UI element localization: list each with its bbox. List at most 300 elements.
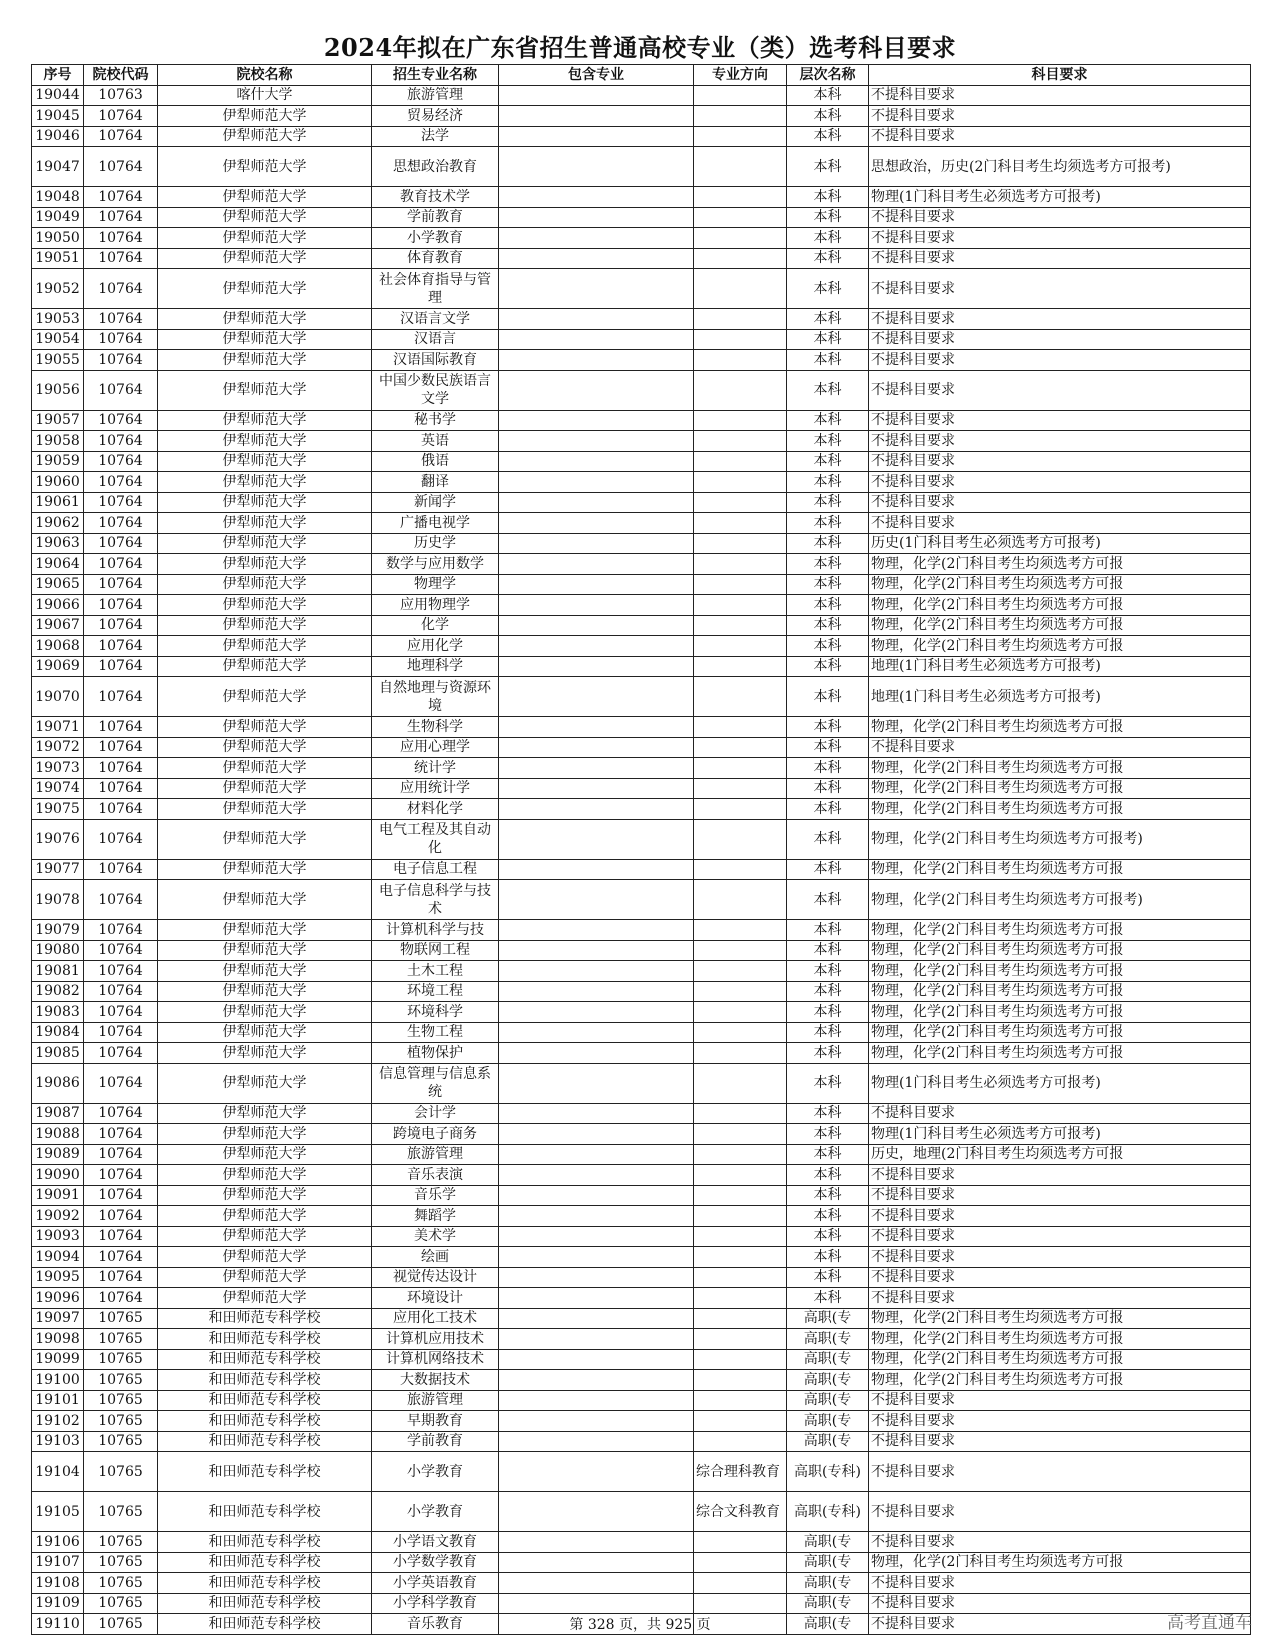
cell-major-name: 环境科学: [372, 1002, 499, 1023]
cell-level: 本科: [787, 554, 869, 575]
cell-serial: 19103: [32, 1431, 84, 1452]
cell-level: 本科: [787, 961, 869, 982]
table-row: [32, 961, 1251, 982]
cell-school-name: 伊犁师范大学: [158, 513, 372, 534]
cell-school-name: 伊犁师范大学: [158, 350, 372, 371]
cell-major-direction: [694, 737, 787, 758]
cell-major-direction: [694, 615, 787, 636]
cell-school-code: 10764: [84, 1063, 158, 1103]
cell-included-majors: [499, 1144, 694, 1165]
cell-school-name: 伊犁师范大学: [158, 1043, 372, 1064]
cell-major-direction: [694, 248, 787, 269]
cell-major-name: 电气工程及其自动化: [372, 819, 499, 859]
cell-school-code: 10764: [84, 778, 158, 799]
cell-level: 本科: [787, 574, 869, 595]
table-row: [32, 1226, 1251, 1247]
cell-subject-requirement: 物理，化学(2门科目考生均须选考方可报: [869, 1370, 1251, 1391]
cell-serial: 19071: [32, 717, 84, 738]
cell-school-name: 伊犁师范大学: [158, 269, 372, 309]
cell-subject-requirement: 不提科目要求: [869, 269, 1251, 309]
table-row: [32, 1390, 1251, 1411]
cell-subject-requirement: 不提科目要求: [869, 737, 1251, 758]
cell-major-direction: [694, 513, 787, 534]
cell-serial: 19094: [32, 1247, 84, 1268]
cell-subject-requirement: 不提科目要求: [869, 410, 1251, 431]
cell-school-name: 伊犁师范大学: [158, 677, 372, 717]
cell-included-majors: [499, 819, 694, 859]
cell-subject-requirement: 地理(1门科目考生必须选考方可报考): [869, 677, 1251, 717]
cell-serial: 19053: [32, 309, 84, 330]
cell-major-direction: [694, 533, 787, 554]
cell-included-majors: [499, 677, 694, 717]
table-row: [32, 1185, 1251, 1206]
cell-level: 高职(专科): [787, 1492, 869, 1532]
cell-major-direction: [694, 187, 787, 208]
cell-major-name: 跨境电子商务: [372, 1124, 499, 1145]
cell-subject-requirement: 物理，化学(2门科目考生均须选考方可报: [869, 595, 1251, 616]
cell-major-direction: [694, 1206, 787, 1227]
cell-major-name: 舞蹈学: [372, 1206, 499, 1227]
cell-school-name: 伊犁师范大学: [158, 1144, 372, 1165]
cell-subject-requirement: 物理，化学(2门科目考生均须选考方可报: [869, 615, 1251, 636]
cell-level: 本科: [787, 1226, 869, 1247]
cell-serial: 19055: [32, 350, 84, 371]
cell-subject-requirement: 物理，化学(2门科目考生均须选考方可报: [869, 1552, 1251, 1573]
table-row: [32, 981, 1251, 1002]
table-header-row: [32, 65, 1251, 86]
cell-school-code: 10764: [84, 187, 158, 208]
cell-serial: 19077: [32, 859, 84, 880]
cell-level: 本科: [787, 126, 869, 147]
cell-serial: 19058: [32, 431, 84, 452]
cell-serial: 19108: [32, 1573, 84, 1594]
cell-level: 本科: [787, 187, 869, 208]
cell-school-name: 伊犁师范大学: [158, 1247, 372, 1268]
cell-school-code: 10764: [84, 350, 158, 371]
cell-serial: 19078: [32, 880, 84, 920]
cell-included-majors: [499, 717, 694, 738]
cell-major-direction: [694, 85, 787, 106]
cell-level: 本科: [787, 920, 869, 941]
cell-major-name: 大数据技术: [372, 1370, 499, 1391]
cell-included-majors: [499, 1492, 694, 1532]
cell-subject-requirement: 不提科目要求: [869, 1103, 1251, 1124]
table-row: [32, 1411, 1251, 1432]
table-row: [32, 758, 1251, 779]
cell-serial: 19102: [32, 1411, 84, 1432]
table-row: [32, 207, 1251, 228]
table-row: [32, 350, 1251, 371]
cell-school-name: 伊犁师范大学: [158, 1022, 372, 1043]
cell-serial: 19070: [32, 677, 84, 717]
cell-school-code: 10764: [84, 147, 158, 187]
table-row: [32, 1532, 1251, 1553]
cell-major-name: 中国少数民族语言文学: [372, 370, 499, 410]
cell-major-name: 小学科学教育: [372, 1593, 499, 1614]
cell-major-direction: [694, 1124, 787, 1145]
cell-level: 本科: [787, 492, 869, 513]
column-header: 专业方向: [694, 65, 787, 86]
cell-included-majors: [499, 574, 694, 595]
cell-subject-requirement: 物理，化学(2门科目考生均须选考方可报: [869, 940, 1251, 961]
cell-major-name: 土木工程: [372, 961, 499, 982]
cell-school-code: 10765: [84, 1532, 158, 1553]
cell-major-direction: [694, 126, 787, 147]
cell-level: 本科: [787, 636, 869, 657]
cell-subject-requirement: 不提科目要求: [869, 1431, 1251, 1452]
cell-major-direction: [694, 1043, 787, 1064]
cell-school-name: 伊犁师范大学: [158, 656, 372, 677]
cell-major-direction: [694, 1185, 787, 1206]
cell-subject-requirement: 物理，化学(2门科目考生均须选考方可报: [869, 1349, 1251, 1370]
cell-school-code: 10764: [84, 410, 158, 431]
cell-included-majors: [499, 248, 694, 269]
cell-included-majors: [499, 1165, 694, 1186]
cell-school-code: 10764: [84, 656, 158, 677]
cell-included-majors: [499, 859, 694, 880]
cell-level: 高职(专科): [787, 1452, 869, 1492]
cell-serial: 19051: [32, 248, 84, 269]
cell-serial: 19066: [32, 595, 84, 616]
cell-major-name: 小学教育: [372, 1452, 499, 1492]
cell-serial: 19074: [32, 778, 84, 799]
cell-major-direction: [694, 431, 787, 452]
cell-major-name: 广播电视学: [372, 513, 499, 534]
table-row: [32, 1144, 1251, 1165]
cell-major-direction: [694, 350, 787, 371]
cell-school-name: 伊犁师范大学: [158, 1103, 372, 1124]
cell-subject-requirement: 不提科目要求: [869, 1532, 1251, 1553]
cell-serial: 19101: [32, 1390, 84, 1411]
cell-subject-requirement: 不提科目要求: [869, 1206, 1251, 1227]
cell-included-majors: [499, 85, 694, 106]
cell-school-code: 10764: [84, 1043, 158, 1064]
cell-included-majors: [499, 1226, 694, 1247]
cell-subject-requirement: 物理，化学(2门科目考生均须选考方可报考): [869, 880, 1251, 920]
cell-major-name: 自然地理与资源环境: [372, 677, 499, 717]
cell-major-direction: [694, 778, 787, 799]
cell-major-name: 计算机科学与技: [372, 920, 499, 941]
cell-subject-requirement: 不提科目要求: [869, 126, 1251, 147]
cell-included-majors: [499, 1206, 694, 1227]
cell-level: 高职(专: [787, 1593, 869, 1614]
cell-serial: 19084: [32, 1022, 84, 1043]
table-row: [32, 717, 1251, 738]
cell-major-direction: [694, 758, 787, 779]
cell-serial: 19047: [32, 147, 84, 187]
cell-subject-requirement: 物理(1门科目考生必须选考方可报考): [869, 1124, 1251, 1145]
cell-major-name: 生物科学: [372, 717, 499, 738]
cell-included-majors: [499, 1552, 694, 1573]
cell-major-direction: [694, 410, 787, 431]
cell-subject-requirement: 不提科目要求: [869, 492, 1251, 513]
cell-school-name: 伊犁师范大学: [158, 431, 372, 452]
cell-included-majors: [499, 1267, 694, 1288]
cell-school-code: 10764: [84, 207, 158, 228]
cell-major-direction: [694, 1431, 787, 1452]
cell-level: 高职(专: [787, 1614, 869, 1635]
cell-major-name: 计算机应用技术: [372, 1329, 499, 1350]
cell-level: 高职(专: [787, 1390, 869, 1411]
cell-school-code: 10764: [84, 1144, 158, 1165]
cell-subject-requirement: 不提科目要求: [869, 1390, 1251, 1411]
cell-major-direction: 综合文科教育: [694, 1492, 787, 1532]
cell-included-majors: [499, 1124, 694, 1145]
cell-school-name: 伊犁师范大学: [158, 1002, 372, 1023]
cell-included-majors: [499, 799, 694, 820]
brand-watermark: 高考直通车: [1167, 1613, 1252, 1633]
cell-subject-requirement: 不提科目要求: [869, 106, 1251, 127]
cell-level: 本科: [787, 513, 869, 534]
cell-school-name: 伊犁师范大学: [158, 615, 372, 636]
cell-major-direction: [694, 1247, 787, 1268]
table-row: [32, 1206, 1251, 1227]
cell-included-majors: [499, 961, 694, 982]
cell-school-name: 和田师范专科学校: [158, 1329, 372, 1350]
cell-serial: 19050: [32, 228, 84, 249]
cell-school-name: 伊犁师范大学: [158, 737, 372, 758]
cell-included-majors: [499, 147, 694, 187]
cell-school-code: 10764: [84, 737, 158, 758]
cell-major-direction: [694, 1411, 787, 1432]
cell-serial: 19091: [32, 1185, 84, 1206]
column-header: 院校名称: [158, 65, 372, 86]
cell-major-name: 汉语言: [372, 329, 499, 350]
cell-serial: 19079: [32, 920, 84, 941]
cell-major-name: 旅游管理: [372, 1144, 499, 1165]
table-row: [32, 1370, 1251, 1391]
cell-included-majors: [499, 1002, 694, 1023]
column-header: 层次名称: [787, 65, 869, 86]
cell-school-name: 和田师范专科学校: [158, 1492, 372, 1532]
cell-school-name: 伊犁师范大学: [158, 309, 372, 330]
cell-school-code: 10764: [84, 636, 158, 657]
cell-level: 本科: [787, 1288, 869, 1309]
cell-level: 本科: [787, 207, 869, 228]
cell-school-name: 伊犁师范大学: [158, 636, 372, 657]
cell-major-direction: [694, 492, 787, 513]
cell-school-name: 伊犁师范大学: [158, 472, 372, 493]
cell-major-direction: [694, 677, 787, 717]
cell-subject-requirement: 不提科目要求: [869, 329, 1251, 350]
table-row: [32, 85, 1251, 106]
cell-school-name: 伊犁师范大学: [158, 554, 372, 575]
cell-serial: 19085: [32, 1043, 84, 1064]
cell-serial: 19046: [32, 126, 84, 147]
cell-level: 本科: [787, 269, 869, 309]
cell-level: 本科: [787, 309, 869, 330]
cell-included-majors: [499, 1452, 694, 1492]
table-row: [32, 799, 1251, 820]
cell-included-majors: [499, 309, 694, 330]
table-row: [32, 737, 1251, 758]
requirements-table: [31, 64, 1251, 1635]
cell-major-direction: [694, 147, 787, 187]
table-row: [32, 147, 1251, 187]
cell-major-direction: [694, 451, 787, 472]
table-row: [32, 1492, 1251, 1532]
cell-major-name: 新闻学: [372, 492, 499, 513]
table-row: [32, 595, 1251, 616]
cell-school-name: 和田师范专科学校: [158, 1390, 372, 1411]
cell-level: 本科: [787, 106, 869, 127]
cell-included-majors: [499, 940, 694, 961]
cell-major-name: 小学教育: [372, 228, 499, 249]
cell-school-name: 和田师范专科学校: [158, 1593, 372, 1614]
cell-major-direction: [694, 656, 787, 677]
cell-subject-requirement: 物理，化学(2门科目考生均须选考方可报: [869, 981, 1251, 1002]
table-row: [32, 126, 1251, 147]
cell-level: 高职(专: [787, 1349, 869, 1370]
cell-major-direction: [694, 1349, 787, 1370]
table-row: [32, 1349, 1251, 1370]
cell-school-name: 伊犁师范大学: [158, 859, 372, 880]
table-row: [32, 1247, 1251, 1268]
cell-included-majors: [499, 595, 694, 616]
cell-school-name: 伊犁师范大学: [158, 451, 372, 472]
cell-serial: 19097: [32, 1308, 84, 1329]
cell-major-direction: [694, 1002, 787, 1023]
cell-included-majors: [499, 187, 694, 208]
cell-major-direction: [694, 880, 787, 920]
cell-school-name: 伊犁师范大学: [158, 595, 372, 616]
cell-serial: 19090: [32, 1165, 84, 1186]
cell-included-majors: [499, 126, 694, 147]
cell-major-direction: [694, 472, 787, 493]
table-row: [32, 329, 1251, 350]
cell-level: 本科: [787, 778, 869, 799]
table-row: [32, 1267, 1251, 1288]
cell-level: 本科: [787, 431, 869, 452]
cell-included-majors: [499, 1573, 694, 1594]
cell-major-name: 地理科学: [372, 656, 499, 677]
cell-serial: 19096: [32, 1288, 84, 1309]
cell-included-majors: [499, 1247, 694, 1268]
cell-included-majors: [499, 1593, 694, 1614]
cell-school-code: 10764: [84, 1226, 158, 1247]
cell-serial: 19057: [32, 410, 84, 431]
cell-subject-requirement: 物理(1门科目考生必须选考方可报考): [869, 187, 1251, 208]
cell-level: 高职(专: [787, 1552, 869, 1573]
cell-included-majors: [499, 1390, 694, 1411]
column-header: 包含专业: [499, 65, 694, 86]
cell-subject-requirement: 不提科目要求: [869, 350, 1251, 371]
cell-included-majors: [499, 1329, 694, 1350]
cell-level: 高职(专: [787, 1573, 869, 1594]
table-row: [32, 1165, 1251, 1186]
cell-school-code: 10764: [84, 533, 158, 554]
cell-major-name: 小学数学教育: [372, 1552, 499, 1573]
cell-subject-requirement: 历史，地理(2门科目考生均须选考方可报: [869, 1144, 1251, 1165]
cell-included-majors: [499, 656, 694, 677]
cell-major-direction: [694, 269, 787, 309]
cell-serial: 19093: [32, 1226, 84, 1247]
cell-major-direction: [694, 207, 787, 228]
table-row: [32, 778, 1251, 799]
cell-school-code: 10764: [84, 1185, 158, 1206]
cell-included-majors: [499, 269, 694, 309]
cell-level: 本科: [787, 859, 869, 880]
cell-major-name: 汉语国际教育: [372, 350, 499, 371]
cell-serial: 19087: [32, 1103, 84, 1124]
cell-major-name: 社会体育指导与管理: [372, 269, 499, 309]
cell-school-code: 10765: [84, 1573, 158, 1594]
cell-school-name: 伊犁师范大学: [158, 758, 372, 779]
cell-major-name: 视觉传达设计: [372, 1267, 499, 1288]
cell-serial: 19062: [32, 513, 84, 534]
cell-school-code: 10765: [84, 1593, 158, 1614]
cell-level: 本科: [787, 533, 869, 554]
cell-major-name: 旅游管理: [372, 1390, 499, 1411]
cell-subject-requirement: 物理，化学(2门科目考生均须选考方可报: [869, 636, 1251, 657]
cell-school-code: 10764: [84, 819, 158, 859]
cell-school-code: 10764: [84, 492, 158, 513]
cell-school-name: 伊犁师范大学: [158, 920, 372, 941]
cell-serial: 19056: [32, 370, 84, 410]
cell-subject-requirement: 不提科目要求: [869, 1593, 1251, 1614]
cell-school-name: 和田师范专科学校: [158, 1452, 372, 1492]
cell-included-majors: [499, 350, 694, 371]
cell-major-name: 小学英语教育: [372, 1573, 499, 1594]
cell-serial: 19109: [32, 1593, 84, 1614]
cell-subject-requirement: 物理，化学(2门科目考生均须选考方可报: [869, 717, 1251, 738]
cell-included-majors: [499, 492, 694, 513]
column-header: 院校代码: [84, 65, 158, 86]
cell-serial: 19072: [32, 737, 84, 758]
cell-major-direction: [694, 1370, 787, 1391]
cell-school-code: 10764: [84, 1288, 158, 1309]
cell-serial: 19107: [32, 1552, 84, 1573]
cell-level: 本科: [787, 410, 869, 431]
cell-subject-requirement: 思想政治，历史(2门科目考生均须选考方可报考): [869, 147, 1251, 187]
cell-serial: 19049: [32, 207, 84, 228]
cell-level: 本科: [787, 1267, 869, 1288]
cell-school-name: 伊犁师范大学: [158, 880, 372, 920]
table-row: [32, 920, 1251, 941]
cell-major-name: 贸易经济: [372, 106, 499, 127]
cell-included-majors: [499, 758, 694, 779]
cell-serial: 19080: [32, 940, 84, 961]
cell-major-direction: [694, 595, 787, 616]
table-row: [32, 269, 1251, 309]
cell-subject-requirement: 不提科目要求: [869, 370, 1251, 410]
page-title: 2024年拟在广东省招生普通高校专业（类）选考科目要求: [323, 33, 957, 62]
cell-school-name: 伊犁师范大学: [158, 207, 372, 228]
cell-subject-requirement: 物理，化学(2门科目考生均须选考方可报: [869, 1329, 1251, 1350]
cell-school-code: 10765: [84, 1411, 158, 1432]
cell-major-name: 材料化学: [372, 799, 499, 820]
cell-school-code: 10764: [84, 431, 158, 452]
cell-major-name: 翻译: [372, 472, 499, 493]
cell-subject-requirement: 物理，化学(2门科目考生均须选考方可报: [869, 778, 1251, 799]
cell-major-name: 生物工程: [372, 1022, 499, 1043]
cell-major-name: 电子信息工程: [372, 859, 499, 880]
cell-school-name: 伊犁师范大学: [158, 1165, 372, 1186]
cell-school-code: 10764: [84, 758, 158, 779]
cell-subject-requirement: 不提科目要求: [869, 1185, 1251, 1206]
cell-school-code: 10765: [84, 1492, 158, 1532]
cell-school-code: 10764: [84, 1267, 158, 1288]
table-row: [32, 574, 1251, 595]
cell-serial: 19075: [32, 799, 84, 820]
cell-major-direction: [694, 1573, 787, 1594]
cell-major-name: 应用物理学: [372, 595, 499, 616]
table-row: [32, 677, 1251, 717]
table-row: [32, 451, 1251, 472]
cell-level: 本科: [787, 717, 869, 738]
cell-level: 高职(专: [787, 1308, 869, 1329]
cell-major-name: 美术学: [372, 1226, 499, 1247]
